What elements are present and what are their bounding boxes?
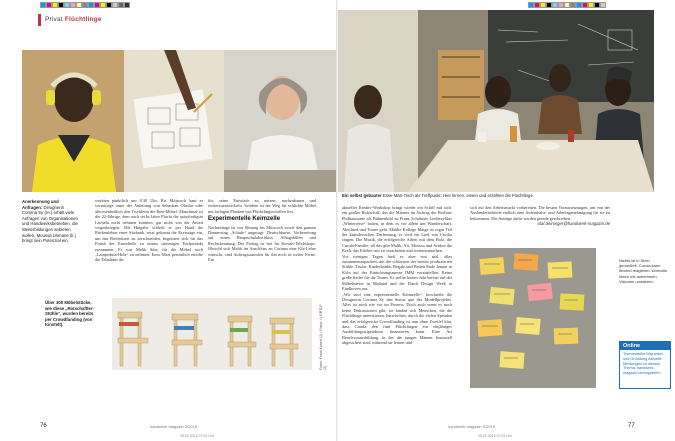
photo-drawing-plans — [124, 50, 224, 192]
caption-workshop-photo — [342, 193, 654, 199]
left-body-col-2 — [208, 198, 316, 262]
online-box-title: Online — [620, 342, 670, 350]
right-col2-text: sich auf den Arbeitsmarkt vorbereiten. Die besten Voraussetzungen, um von der Ausländerbehörde endlich eine Aufenthalts- und Arbeitsgenehmigung für sie zu bekommen. Die Anträge dafür werden gerade geschrieben. — [470, 205, 610, 221]
caption-chairs-text: Über 300 Möbelstücke, wie diese „Rotschaftler-Stühle“, wurden bereits per Crowdfunding (von Kinstelt). — [45, 300, 94, 328]
photo-chairs — [112, 298, 312, 370]
subheading-keimzelle: Experimentelle Keimzelle — [208, 216, 281, 223]
left-body-col-1 — [95, 198, 203, 263]
right-col1-b: Vor wenigen Tagen hieß es aber erst mal, alles zusammenzupacken, um die schönsten der bereits produzierten Stühle, Tische, Kinderbänke, Regale und Betten Ende Januar in Köln auf der Einrichtungsmesse IMM vorzustellen. Keine große Sache für die Teams. Es stellte letztes Jahr bereits auf der Möbelmesse in Mailand und der Dutch Design Week in Eindhoven aus. — [342, 253, 452, 292]
left-col2-top: für, seine Entwürfe zu nutzen, nachzubauen und weiterzuentwickeln. Seitdem ist der Weg für schlichte Möbel mit farbigen Planken von Flüchtlingsschiffen frei. — [208, 198, 316, 214]
footer-magazine-right: handwerk magazin 3/2015 — [448, 424, 495, 429]
section-accent-bar — [38, 14, 41, 26]
right-col1-text: aktueller Kreativ-Workshop bringt wieder ein Schiff mit sich: ein großes Holzschiff, das die Männer im Auftrag der Berliner Philharmonie als Bühnenbild zu Franz Schuberts Liederzyklus „Winterreise“ bauen, in dem es vor allem um Wanderschaft, Abschied und Trauer geht. Mahlie Kollege Maiga ist sogar Teil der künstlerischen Darbietung, er wird ein Lied von Cecilia singen. Die Musik, die erfolgreiche Arbeit mit dem Holz, die Curula-Familie, all das gibt Malik, Ali, Moussa und Seidou die Kraft, das Erlebte neu zu verarbeiten und weiterzumachen. — [342, 205, 452, 254]
print-color-bar-right — [528, 2, 606, 8]
photo-credit-vertical: Fotos: Frank Kunert (2) • Fotos: ©GRTLP (2) — [319, 304, 327, 370]
right-col1-c: „Wir sind eine experimentelle Keimzelle“, beschreibt die Designerin Corinna Sy den Status quo des Modellprojekts. Alles ist noch wie vor im Prozess. Doch auch wenn es noch keine Diskussionen gibt, sie fanden sich Menschen, die die Flüchtlinge unterstützen. Inzwischen, durch die vielen Spenden und das erfolgreiche Crowdfunding ist nun ohne Zweifel klar, dass Curula den fünf Flüchtlingen ein einjähriges Ausbildungsstipendium finanzieren kann. Eine Art Berufsvorausbildung, in der die jungen Männer finanziell abgesichert sind, während sie lernen und — [342, 291, 452, 346]
caption-top-left — [22, 199, 78, 244]
photo-man-with-ear-protection — [22, 50, 124, 192]
section-prefix: Privat — [45, 16, 63, 23]
author-email[interactable]: olaf.deininger@handwerk-magazin.de — [537, 221, 610, 227]
caption-top-text: Designerin Corinna Sy (re.) erhält viele Anfragen von Organisationen und Handwerksbetrieben, die Weiterbildungen anbieten wollen. Moussa Usmane (li.) bringt sein Potenzial ein. — [22, 204, 78, 244]
caption-chairs — [45, 300, 97, 328]
print-mark-right: 25.02.2014 07:04 Uhr — [478, 434, 512, 438]
section-label — [45, 16, 102, 23]
online-box-text: Themenreihe Migranten und Gründung Aktuelle Meldungen zu diesem Thema: handwerk-magazin.de/migranten — [623, 352, 664, 376]
left-col2-text: Nachmittags ist von Montag bis Mittwoch sowie den ganzen Donnerstag „Schule“ angesagt: Deutschkurse, Vorbereitung auf einen Hauptschulabschluss, Alltagshilfen und Rechtsberatung. Der Freitag ist frei für Kreativ-Workshops. Obwohl sich Malik im Anschluss an Corinna eine Kfz-Lehre wünscht, sind Auftragssanrufen für ihn noch in weiter Ferne. Ein — [208, 224, 316, 263]
right-body-col-2 — [470, 205, 610, 227]
print-color-bar-left — [40, 2, 130, 8]
online-box[interactable] — [619, 341, 671, 389]
right-page — [338, 0, 675, 441]
left-page — [0, 0, 337, 441]
left-col1-text: werkten pünktlich um 8.30 Uhr. Bis Mittwoch baut er vormittags unter der Anleitung von Sebastian Obstlar oder abwesenheitlich den Tischlerin die Ikea-Möbel. Manchmal ist der 22-Jährige, dem auch sechs Jahre Flucht die spitzfindigste Lächeln nicht nehmen konnten, gar nicht von der Arbeit wegzukriegen. Mit Hingabe schleift er per Hand die Rückenlehne einer Sitzbank, setzt gekonnt die Kreissäge ein, um das Riefenbrett zu zerschneiden, begeistert sich für das Finish der Einzelteile zu einem stimmigen Endprodukt zusammen. Es war Malik Sibe, für die Möbel noch „Lampedusa-Holz“ zu nehmen. Enzo Mari persönlich erteilte die Erlaubnis da- — [95, 198, 203, 263]
photo-workshop-table — [338, 10, 654, 192]
photo-designer-woman — [224, 50, 337, 192]
photo-sticky-notes — [470, 248, 596, 388]
page-number-right: 77 — [628, 423, 635, 429]
caption-top-title: Anerkennung und Anfragen: — [22, 199, 59, 210]
photo-caption-title: Ein selbst gebauter — [342, 193, 382, 198]
page-number-left: 76 — [40, 423, 47, 429]
photo-caption-text: Esse-Mari-Tisch als Treffpunkt: Hier lernen, essen und erzählen die Flüchtlinge. — [382, 193, 535, 198]
right-body-col-1 — [342, 205, 452, 346]
side-note: Nichts ist in Stein gemeißelt. Curula kann flexibel reagieren, sinnvolle Ideen mit aufnehmen, Visionen umsetzen. — [619, 258, 668, 284]
print-mark-left: 25.02.2014 07:04 Uhr — [180, 434, 214, 438]
footer-magazine-left: handwerk magazin 3/2015 — [150, 424, 197, 429]
section-name: Flüchtlinge — [64, 16, 102, 23]
